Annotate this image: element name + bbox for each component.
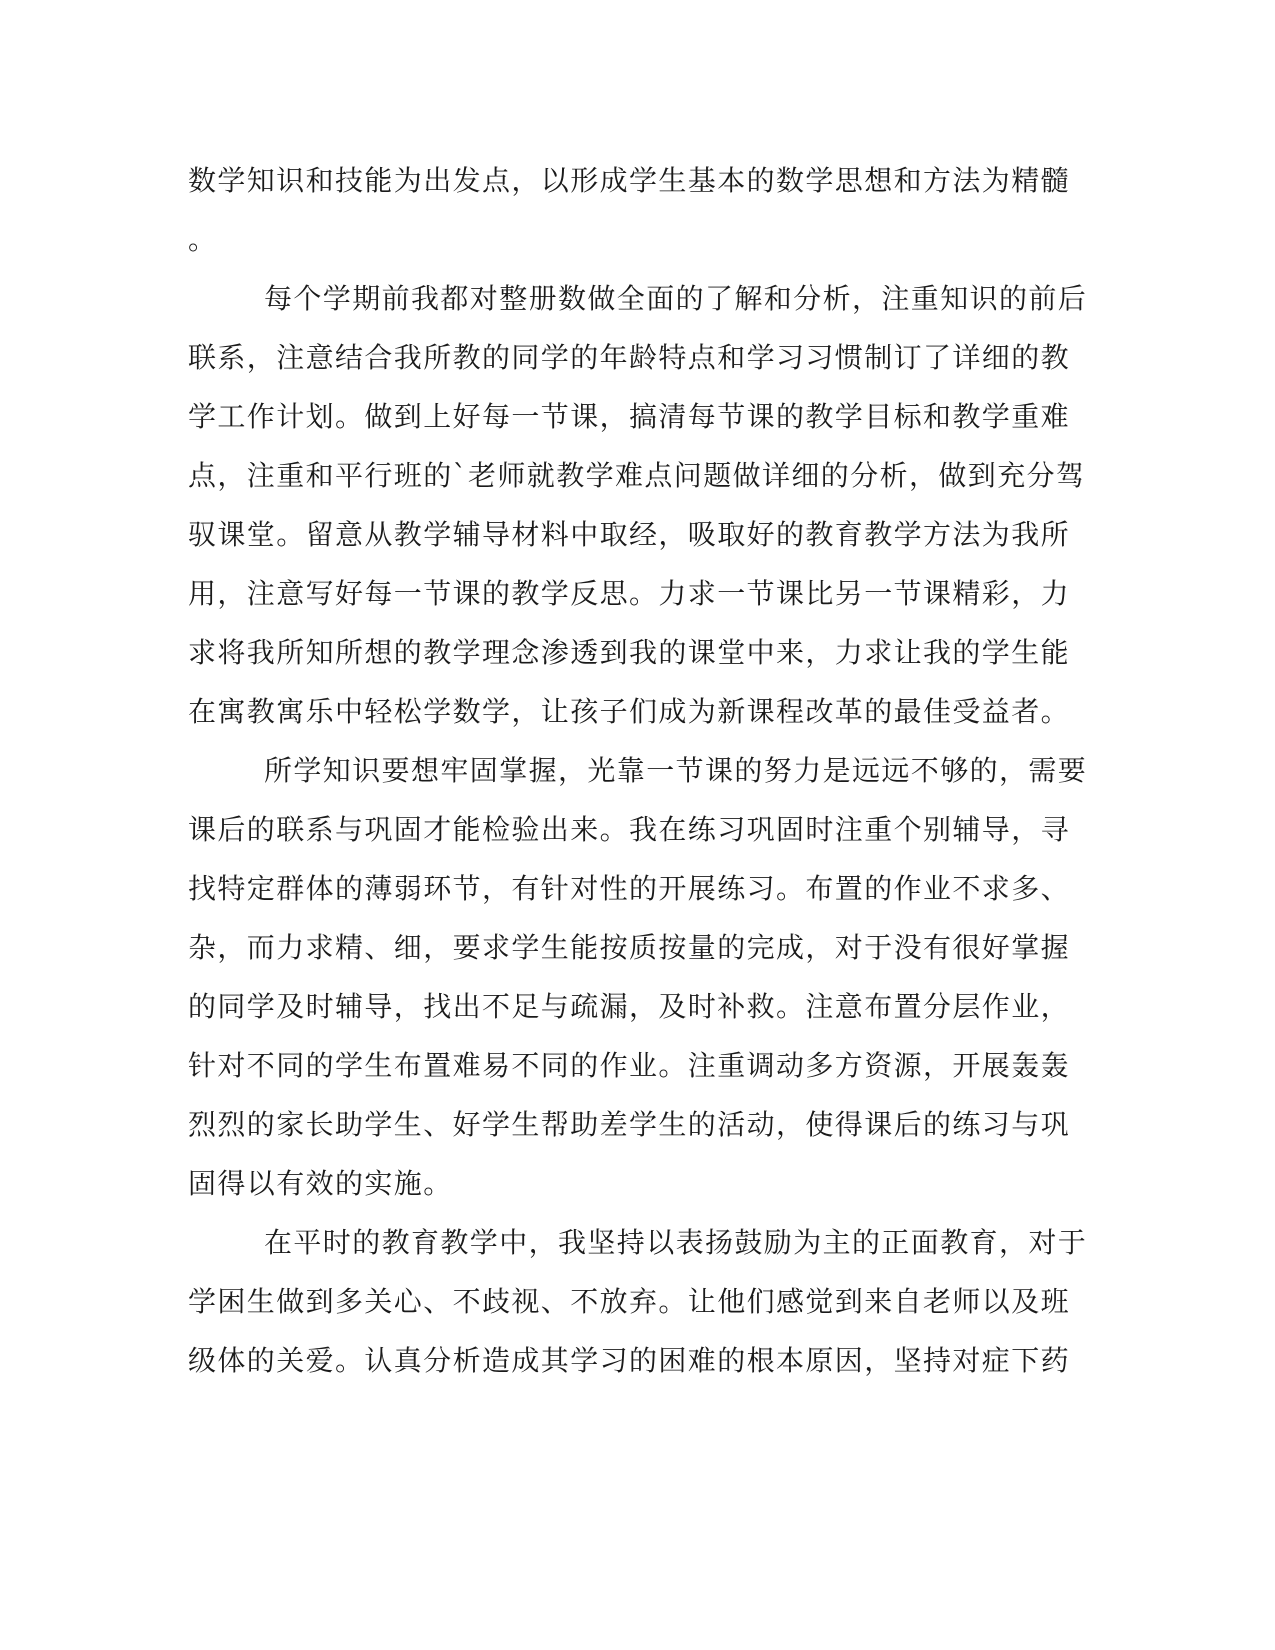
text-line: 的同学及时辅导，找出不足与疏漏，及时补救。注意布置分层作业， bbox=[188, 990, 1071, 1023]
text-line: 学困生做到多关心、不歧视、不放弃。让他们感觉到来自老师以及班 bbox=[188, 1285, 1071, 1318]
text-line: 学工作计划。做到上好每一节课，搞清每节课的教学目标和教学重难 bbox=[188, 400, 1071, 433]
text-line: 烈烈的家长助学生、好学生帮助差学生的活动，使得课后的练习与巩 bbox=[188, 1108, 1071, 1141]
text-line: 用，注意写好每一节课的教学反思。力求一节课比另一节课精彩，力 bbox=[188, 577, 1071, 610]
text-line: 在寓教寓乐中轻松学数学，让孩子们成为新课程改革的最佳受益者。 bbox=[188, 695, 1071, 728]
text-line: 。 bbox=[188, 223, 218, 256]
text-line: 驭课堂。留意从教学辅导材料中取经，吸取好的教育教学方法为我所 bbox=[188, 518, 1071, 551]
paragraph-first-line: 每个学期前我都对整册数做全面的了解和分析，注重知识的前后 bbox=[264, 282, 1088, 315]
paragraph-first-line: 在平时的教育教学中，我坚持以表扬鼓励为主的正面教育，对于 bbox=[264, 1226, 1088, 1259]
paragraph-first-line: 所学知识要想牢固掌握，光靠一节课的努力是远远不够的，需要 bbox=[264, 754, 1088, 787]
text-line: 固得以有效的实施。 bbox=[188, 1167, 453, 1200]
text-line: 找特定群体的薄弱环节，有针对性的开展练习。布置的作业不求多、 bbox=[188, 872, 1071, 905]
text-line: 级体的关爱。认真分析造成其学习的困难的根本原因，坚持对症下药 bbox=[188, 1344, 1071, 1377]
text-line: 课后的联系与巩固才能检验出来。我在练习巩固时注重个别辅导，寻 bbox=[188, 813, 1071, 846]
text-line: 求将我所知所想的教学理念渗透到我的课堂中来，力求让我的学生能 bbox=[188, 636, 1071, 669]
text-line: 联系，注意结合我所教的同学的年龄特点和学习习惯制订了详细的教 bbox=[188, 341, 1071, 374]
text-line: 杂，而力求精、细，要求学生能按质按量的完成，对于没有很好掌握 bbox=[188, 931, 1071, 964]
text-line: 数学知识和技能为出发点，以形成学生基本的数学思想和方法为精髓 bbox=[188, 164, 1071, 197]
text-line: 针对不同的学生布置难易不同的作业。注重调动多方资源，开展轰轰 bbox=[188, 1049, 1071, 1082]
text-line: 点，注重和平行班的`老师就教学难点问题做详细的分析，做到充分驾 bbox=[188, 459, 1086, 492]
